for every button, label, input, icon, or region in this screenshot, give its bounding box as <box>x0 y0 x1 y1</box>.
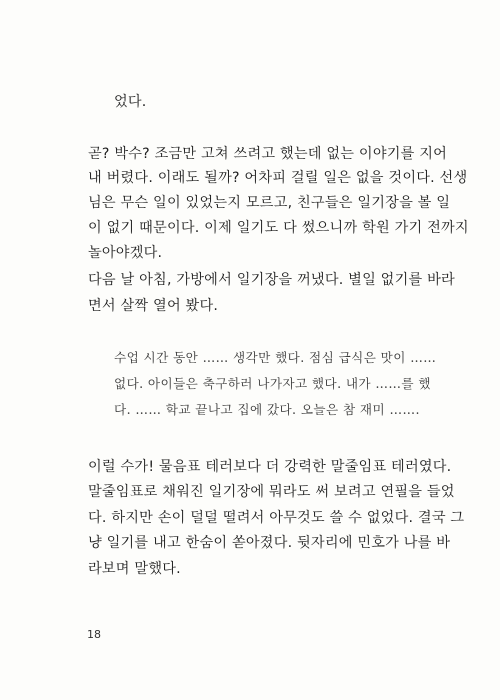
diary-line: 다. …… 학교 끝나고 집에 갔다. 오늘은 참 재미 ……. <box>114 402 420 417</box>
text-line: 다음 날 아침, 가방에서 일기장을 꺼냈다. 별일 없기를 바라 <box>88 272 455 288</box>
text-line: 님은 무슨 일이 있었는지 모르고, 친구들은 일기장을 볼 일 <box>88 195 451 211</box>
text-line: 면서 살짝 열어 봤다. <box>88 298 219 314</box>
text-line: 내 버렸다. 이래도 될까? 어차피 걸릴 일은 없을 것이다. 선생 <box>88 170 468 186</box>
text-line: 곧? 박수? 조금만 고쳐 쓰려고 했는데 없는 이야기를 지어 <box>88 146 448 162</box>
text-line: 냥 일기를 내고 한숨이 쏟아졌다. 뒷자리에 민호가 나를 바 <box>88 535 451 551</box>
text-line: 다. 하지만 손이 덜덜 떨려서 아무것도 쓸 수 없었다. 결국 그 <box>88 510 465 526</box>
text-line: 이 없기 때문이다. 이제 일기도 다 썼으니까 학원 가기 전까지 <box>88 220 469 236</box>
text-line: 라보며 말했다. <box>88 561 181 577</box>
diary-line: 없다. 아이들은 축구하러 나가자고 했다. 내가 ……를 했 <box>114 376 431 391</box>
text-line: 놀아야겠다. <box>88 245 163 261</box>
diary-line: 수업 시간 동안 …… 생각만 했다. 점심 급식은 맛이 …… <box>114 350 437 365</box>
text-line: 었다. <box>114 94 147 110</box>
text-line: 말줄임표로 채워진 일기장에 뭐라도 써 보려고 연필을 들었 <box>88 484 455 500</box>
page-number: 18 <box>87 628 101 641</box>
text-line: 이럴 수가! 물음표 테러보다 더 강력한 말줄임표 테러였다. <box>88 459 452 475</box>
